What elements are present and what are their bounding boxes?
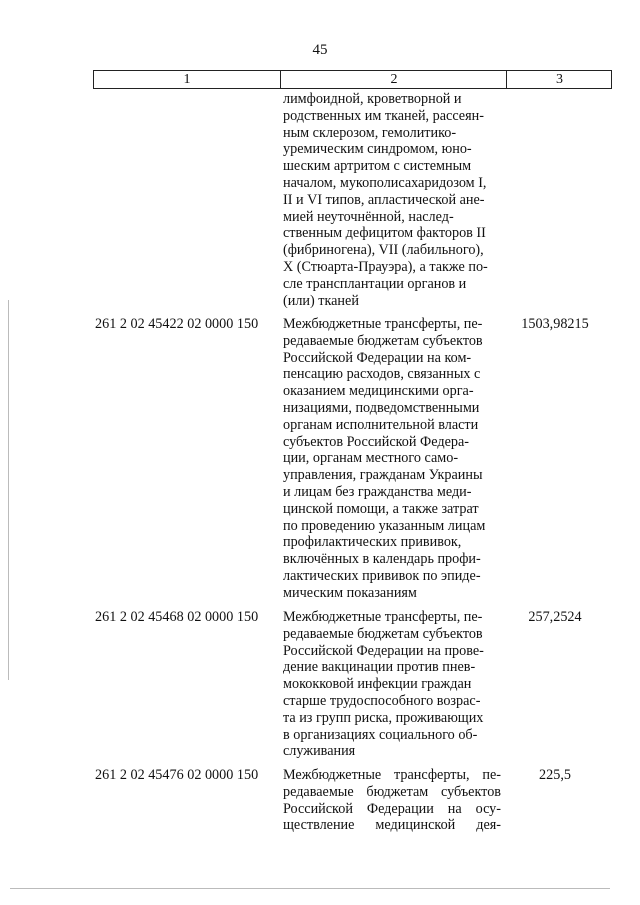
row-description: Межбюджетные трансферты, пе- редаваемые бюджетам субъектов Российской Федерации на ком- пенсацию расходов, связанных с оказанием медицинскими орга- низациями, подведомственными органам исполнительной власти субъектов Российской Федера- ции, органам местного само- управления, гражданам Украины и лицам без гражданства меди- цинской помощи, а также затрат по проведению указанным лицам профилактических прививок, включённых в календарь профи- лактических прививок по эпиде- мическим показаниям xyxy=(283,316,486,601)
row-code: 261 2 02 45422 02 0000 150 xyxy=(95,316,259,332)
page-number: 45 xyxy=(312,42,328,58)
row-value: 1503,98215 xyxy=(521,316,589,332)
row-value: 257,2524 xyxy=(528,609,582,625)
row-code: 261 2 02 45468 02 0000 150 xyxy=(95,609,259,625)
row-code: 261 2 02 45476 02 0000 150 xyxy=(95,767,259,783)
table-header xyxy=(93,70,612,89)
row-description: лимфоидной, кроветворной и родственных им тканей, рассеян- ным склерозом, гемолитико- уремическим синдромом, юно- шеским артритом с системным началом, мукополисахаридозом I, II и VI типов, апластической ане- мией неуточнённой, наслед- ственным дефицитом факторов II (фибриногена), VII (лабильного), X (Стюарта-Прауэра), а также по- сле трансплантации органов и (или) тканей xyxy=(283,91,488,309)
header-col-2: 2 xyxy=(280,71,507,88)
row-value: 225,5 xyxy=(539,767,571,783)
row-description: Межбюджетные трансферты, пе- редаваемые бюджетам субъектов Российской Федерации на осу- ществление медицинской дея- xyxy=(283,767,501,834)
scan-edge-mark xyxy=(10,888,610,889)
header-col-1: 1 xyxy=(183,72,191,87)
header-col-3: 3 xyxy=(506,71,612,88)
scan-edge-mark xyxy=(8,300,9,680)
row-description: Межбюджетные трансферты, пе- редаваемые бюджетам субъектов Российской Федерации на прове- дение вакцинации против пнев- мококковой инфекции граждан старше трудоспособного возрас- та из групп риска, проживающих в организациях социального об- служивания xyxy=(283,609,484,760)
